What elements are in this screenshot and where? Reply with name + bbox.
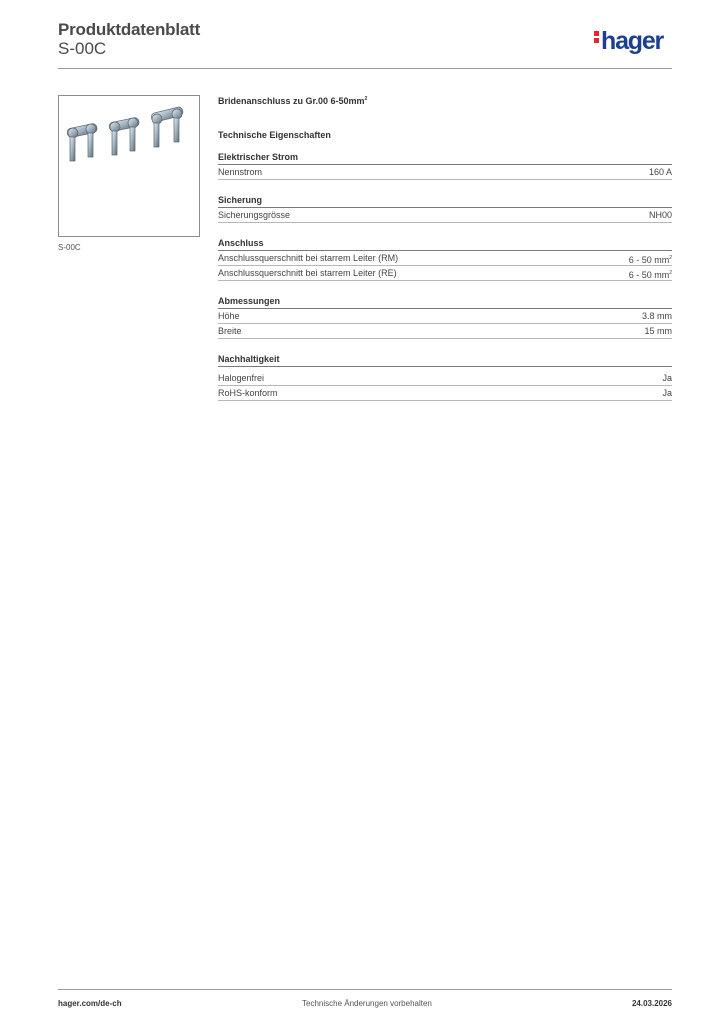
footer-website-link[interactable]: hager.com/de-ch	[58, 999, 122, 1008]
product-image	[58, 95, 200, 237]
footer-date: 24.03.2026	[631, 999, 672, 1008]
spec-row	[218, 266, 672, 281]
section-fuse	[218, 195, 672, 223]
spec-label: Halogenfrei	[218, 373, 265, 383]
header-divider	[58, 68, 672, 69]
spec-value: 3.8 mm	[641, 311, 672, 321]
spec-value: 160 A	[648, 167, 672, 177]
footer-divider	[58, 989, 672, 990]
section-sustainability	[218, 354, 672, 401]
section-title: Nachhaltigkeit	[218, 354, 672, 367]
spec-label: Breite	[218, 326, 242, 336]
image-caption: S-00C	[58, 243, 81, 252]
section-title: Elektrischer Strom	[218, 152, 672, 165]
spec-value: 6 - 50 $mm^2$	[628, 270, 672, 280]
spec-label: Anschlussquerschnitt bei starrem Leiter (RE)	[218, 268, 397, 278]
product-title: Bridenanschluss zu Gr.00 $6-50mm^2$	[218, 96, 368, 106]
page-title: Produktdatenblatt	[58, 20, 201, 39]
hager-logo[interactable]	[594, 28, 663, 54]
technical-properties-heading: Technische Eigenschaften	[218, 130, 331, 140]
section-connection	[218, 238, 672, 281]
spec-value: Ja	[662, 373, 672, 383]
spec-label: Sicherungsgrösse	[218, 210, 291, 220]
section-electric-current	[218, 152, 672, 180]
spec-label: Nennstrom	[218, 167, 263, 177]
spec-label: RoHS-konform	[218, 388, 278, 398]
product-code: S-00C	[58, 39, 107, 58]
spec-row	[218, 165, 672, 180]
logo-text: hager	[601, 27, 664, 55]
spec-row	[218, 324, 672, 339]
spec-value: NH00	[648, 210, 672, 220]
section-title: Anschluss	[218, 238, 672, 251]
section-title: Abmessungen	[218, 296, 672, 309]
section-dimensions	[218, 296, 672, 339]
spec-row	[218, 371, 672, 386]
logo-dots-icon	[594, 29, 599, 45]
spec-row	[218, 309, 672, 324]
spec-value: 6 - 50 $mm^2$	[628, 255, 672, 265]
spec-row	[218, 386, 672, 401]
bridge-clamp-connector-image	[59, 96, 199, 236]
specifications	[218, 96, 672, 401]
spec-value: 15 mm	[644, 326, 672, 336]
spec-value: Ja	[662, 388, 672, 398]
spec-row	[218, 208, 672, 223]
section-title: Sicherung	[218, 195, 672, 208]
spec-label: Höhe	[218, 311, 240, 321]
spec-row	[218, 251, 672, 266]
spec-label: Anschlussquerschnitt bei starrem Leiter (RM)	[218, 253, 399, 263]
footer-disclaimer: Technische Änderungen vorbehalten	[302, 999, 432, 1008]
